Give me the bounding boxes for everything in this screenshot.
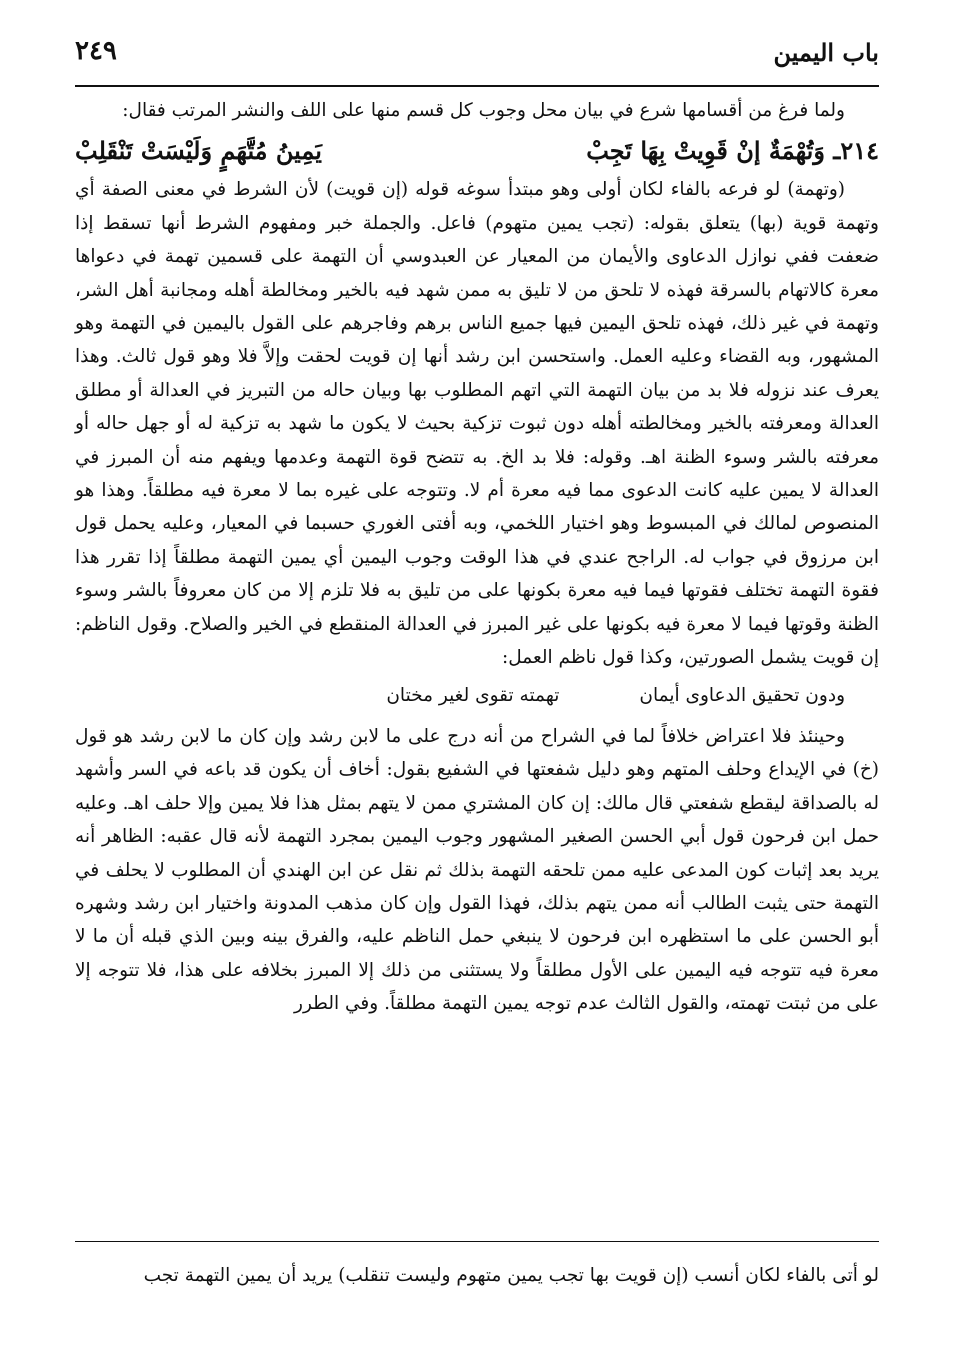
header-divider — [75, 85, 879, 87]
main-text — [75, 94, 879, 1021]
footnote: لو أتى بالفاء لكان أنسب (إن قويت بها تجب يمين متهوم وليست تنقلب) يريد أن يمين التهمة تجب — [143, 1265, 879, 1286]
page-number: ٢٤٩ — [75, 36, 117, 66]
quoted-second-hemistich: تهمته تقوى لغير مختان — [386, 684, 560, 706]
footnote-divider — [75, 1241, 879, 1242]
intro-paragraph: ولما فرغ من أقسامها شرع في بيان محل وجوب كل قسم منها على اللف والنشر المرتب فقال: — [122, 100, 845, 121]
verse-line — [75, 127, 879, 173]
commentary-paragraph: (وتهمة) لو فرعه بالفاء لكان أولى وهو مبتدأ سوغه قوله (إن قويت) لأن الشرط في معنى الصفة أي وتهمة قوية (بها) يتعلق بقوله: (تجب يمين متهوم) فاعل. والجملة خبر ومفهوم الشرط أنها تسقط إذا ضعفت ففي نوازل الدعاوى والأيمان من المعيار عن العبدوسي أن التهمة على قسمين تهمة في دعواها معرة كالاتهام بالسرقة فهذه لا تلحق من لا تليق به ممن شهد فيه بالخير ومخالطة أهله ومجانبة أهل الشر، وتهمة في غير ذلك، فهذه تلحق اليمين فيها جميع الناس برهم وفاجرهم على القول باليمين في التهمة وهو المشهور، وبه القضاء وعليه العمل. واستحسن ابن رشد أنها إن قويت لحقت وإلاَّ فلا وهو قول ثالث. وهذا يعرف عند نزوله فلا بد من بيان التهمة التي اتهم المطلوب بها وبيان حاله من التبريز في العدالة أو مطلق العدالة ومعرفته بالخير ومخالطته أهله دون ثبوت تزكية بحيث لا يكون ما شهد به تزكية له أو جهل حاله أو معرفته بالشر وسوء الظنة اهـ. وقوله: فلا بد الخ. به تتضح قوة التهمة وعدمها ويفهم منه أن المبرز في العدالة لا يمين عليه كانت الدعوى مما فيه معرة أم لا. وتتوجه على غيره بما لا معرة فيه مطلقاً. وهذا هو المنصوص لمالك في المبسوط وهو اختيار اللخمي، وبه أفتى الغوري حسبما في المعيار، وعليه يحمل قول ابن مرزوق في جواب له. الراجح عندي في هذا الوقت وجوب اليمين أي يمين التهمة مطلقاً إذا تقرر هذا فقوة التهمة تختلف فقوتها فيما فيه معرة بكونها على من تليق به فلا تلزم إلا من كان معروفاً بالشر وسوء الظنة وقوتها فيما لا معرة فيه بكونها على غير المبرز في العدالة المنقطع في الخير والصلاح. وقول الناظم: إن قويت يشمل الصورتين، وكذا قول ناظم العمل: — [75, 179, 879, 669]
commentary-paragraph-2: وحينئذ فلا اعتراض خلافاً لما في الشراح من أنه درج على ما لابن رشد وإن كان ما لابن رشد هو قول (خ) في الإيداع وحلف المتهم وهو دليل شفعتها في الشفيع بقول: أخاف أن يكون قد باعه في السر وأشهد له بالصداقة ليقطع شفعتي قال مالك: إن كان المشتري ممن لا يتهم بمثل هذا فلا يمين وإلا حلف اهـ. وعليه حمل ابن فرحون قول أبي الحسن الصغير المشهور وجوب اليمين بمجرد التهمة لأنه قال عقبه: الظاهر أنه يريد بعد إثبات كون المدعى عليه ممن تلحقه التهمة بذلك ثم نقل عن ابن الهندي أن المطلوب لا يحلف في التهمة حتى يثبت الطالب أنه ممن يتهم بذلك، فهذا القول وإن كان مذهب المدونة واختيار ابن رشد وشهره أبو الحسن على ما استظهره ابن فرحون لا ينبغي حمل الناظم عليه، والفرق بينه وبين الذي قبله أن ما لا معرة فيه تتوجه فيه اليمين على الأول مطلقاً ولا يستثنى من ذلك إلا المبرز بخلافه على هذا، فلا تتوجه إلا على من ثبتت تهمته، والقول الثالث عدم توجه يمين التهمة مطلقاً. وفي الطرر — [75, 725, 879, 1015]
quoted-verse — [75, 675, 879, 720]
quoted-first-hemistich: ودون تحقيق الدعاوى أيمان — [639, 684, 845, 706]
running-title: باب اليمين — [773, 38, 879, 67]
verse-second-hemistich: يَمِينُ مُتَّهَمٍ وَلَيْسَتْ تَنْقَلِبْ — [75, 136, 322, 166]
verse-first-hemistich: ٢١٤ـ وَتُهْمَةٌ إنْ قَوِيتْ بِهَا تَجِبْ — [586, 136, 879, 166]
page-header — [75, 30, 879, 80]
